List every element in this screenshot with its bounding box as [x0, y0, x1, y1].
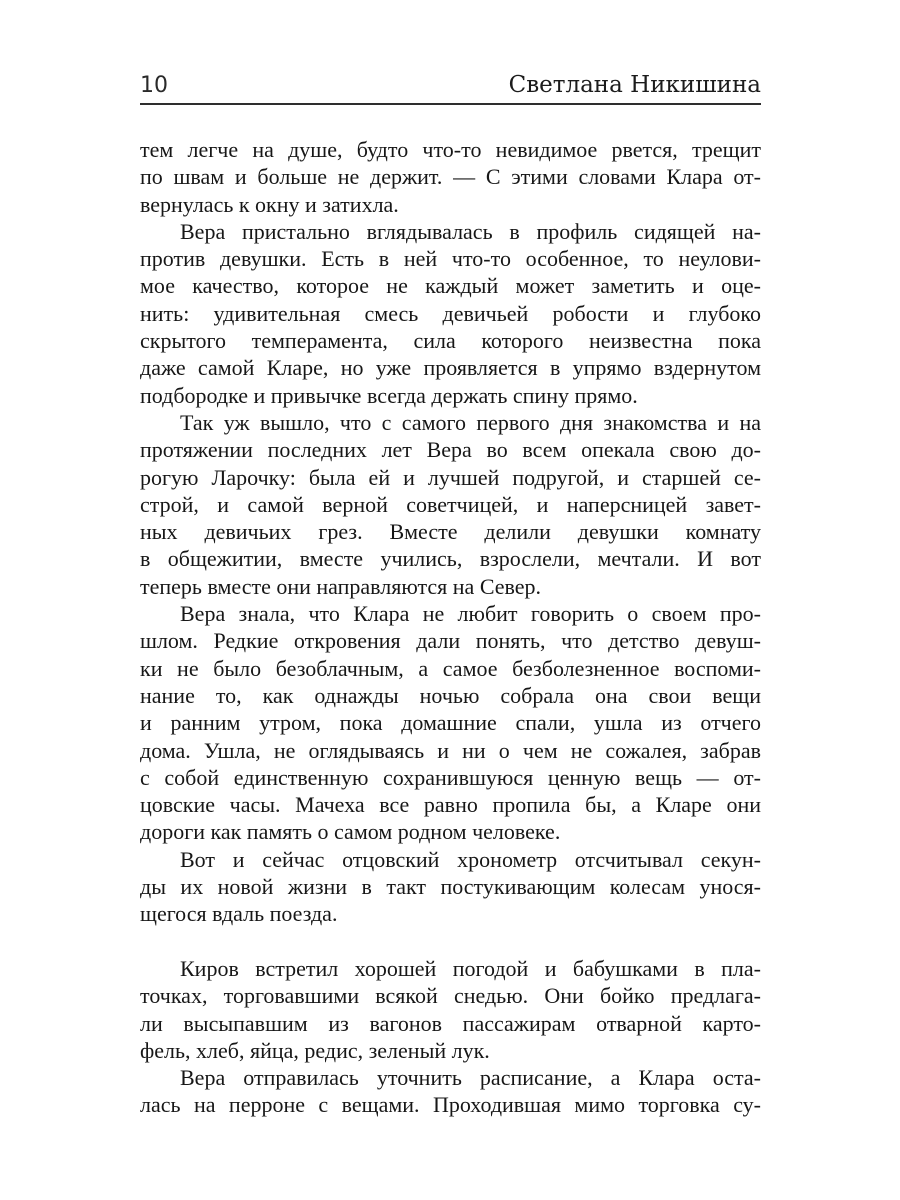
text-line: теперь вместе они направляются на Север. — [140, 573, 542, 599]
text-line: Вера пристально вглядывалась в профиль сидящей на- — [180, 218, 761, 244]
paragraph — [140, 1064, 761, 1119]
text-line: дороги как память о самом родном человеке. — [140, 819, 561, 845]
paragraph — [140, 600, 761, 846]
text-line: тем легче на душе, будто что-то невидимое рвется, трещит — [140, 137, 761, 162]
text-line: мое качество, которое не каждый может заметить и оце- — [140, 273, 761, 299]
text-line: Вот и сейчас отцовский хронометр отсчитывал секун- — [180, 846, 761, 872]
text-line: скрытого темперамента, сила которого неизвестна пока — [140, 328, 761, 354]
body-text — [140, 136, 761, 1119]
page-content — [140, 74, 761, 1119]
paragraph — [140, 218, 761, 409]
paragraph — [140, 136, 761, 218]
text-line: Так уж вышло, что с самого первого дня знакомства и на — [180, 409, 761, 435]
author-name: Светлана Никишина — [508, 72, 761, 98]
text-line: дома. Ушла, не оглядываясь и ни о чем не сожалея, забрав — [140, 737, 761, 763]
text-line: протяжении последних лет Вера во всем опекала свою до- — [140, 437, 761, 463]
text-line: точках, торговавшими всякой снедью. Они бойко предлага- — [140, 983, 761, 1009]
text-line: подбородке и привычке всегда держать спину прямо. — [140, 382, 638, 408]
text-line: шлом. Редкие откровения дали понять, что детство девуш- — [140, 628, 761, 654]
page-header — [140, 74, 761, 103]
text-line: щегося вдаль поезда. — [140, 901, 338, 927]
text-line: Вера отправилась уточнить расписание, а Клара оста- — [180, 1065, 761, 1091]
text-line: строй, и самой верной советчицей, и наперсницей завет- — [140, 491, 761, 517]
paragraph — [140, 846, 761, 928]
text-line: вернулась к окну и затихла. — [140, 191, 399, 217]
text-line: фель, хлеб, яйца, редис, зеленый лук. — [140, 1037, 490, 1063]
text-line: с собой единственную сохранившуюся ценную вещь — от- — [140, 764, 761, 790]
page-number: 10 — [140, 73, 168, 98]
text-line: нание то, как однажды ночью собрала она свои вещи — [140, 682, 761, 708]
text-line: Вера знала, что Клара не любит говорить о своем про- — [180, 601, 761, 627]
paragraph — [140, 409, 761, 600]
text-line: рогую Ларочку: была ей и лучшей подругой, и старшей се- — [140, 464, 761, 490]
text-line: нить: удивительная смесь девичьей робости и глубоко — [140, 300, 761, 326]
text-line: Киров встретил хорошей погодой и бабушками в пла- — [180, 955, 761, 981]
text-line: цовские часы. Мачеха все равно пропила бы, а Кларе они — [140, 792, 761, 818]
text-line: в общежитии, вместе учились, взрослели, мечтали. И вот — [140, 546, 761, 572]
text-line: по швам и больше не держит. — С этими словами Клара от- — [140, 164, 761, 190]
text-line: ных девичьих грез. Вместе делили девушки комнату — [140, 519, 761, 545]
paragraph — [140, 955, 761, 1064]
text-line: против девушки. Есть в ней что-то особенное, то неулови- — [140, 246, 761, 272]
text-line: ли высыпавшим из вагонов пассажирам отварной карто- — [140, 1010, 761, 1036]
header-rule — [140, 103, 761, 105]
text-line: даже самой Кларе, но уже проявляется в упрямо вздернутом — [140, 355, 761, 381]
text-line: и ранним утром, пока домашние спали, ушла из отчего — [140, 710, 761, 736]
text-line: лась на перроне с вещами. Проходившая мимо торговка су- — [140, 1092, 761, 1118]
text-line: ки не было безоблачным, а самое безболезненное воспоми- — [140, 655, 761, 681]
text-line: ды их новой жизни в такт постукивающим колесам унося- — [140, 874, 761, 900]
